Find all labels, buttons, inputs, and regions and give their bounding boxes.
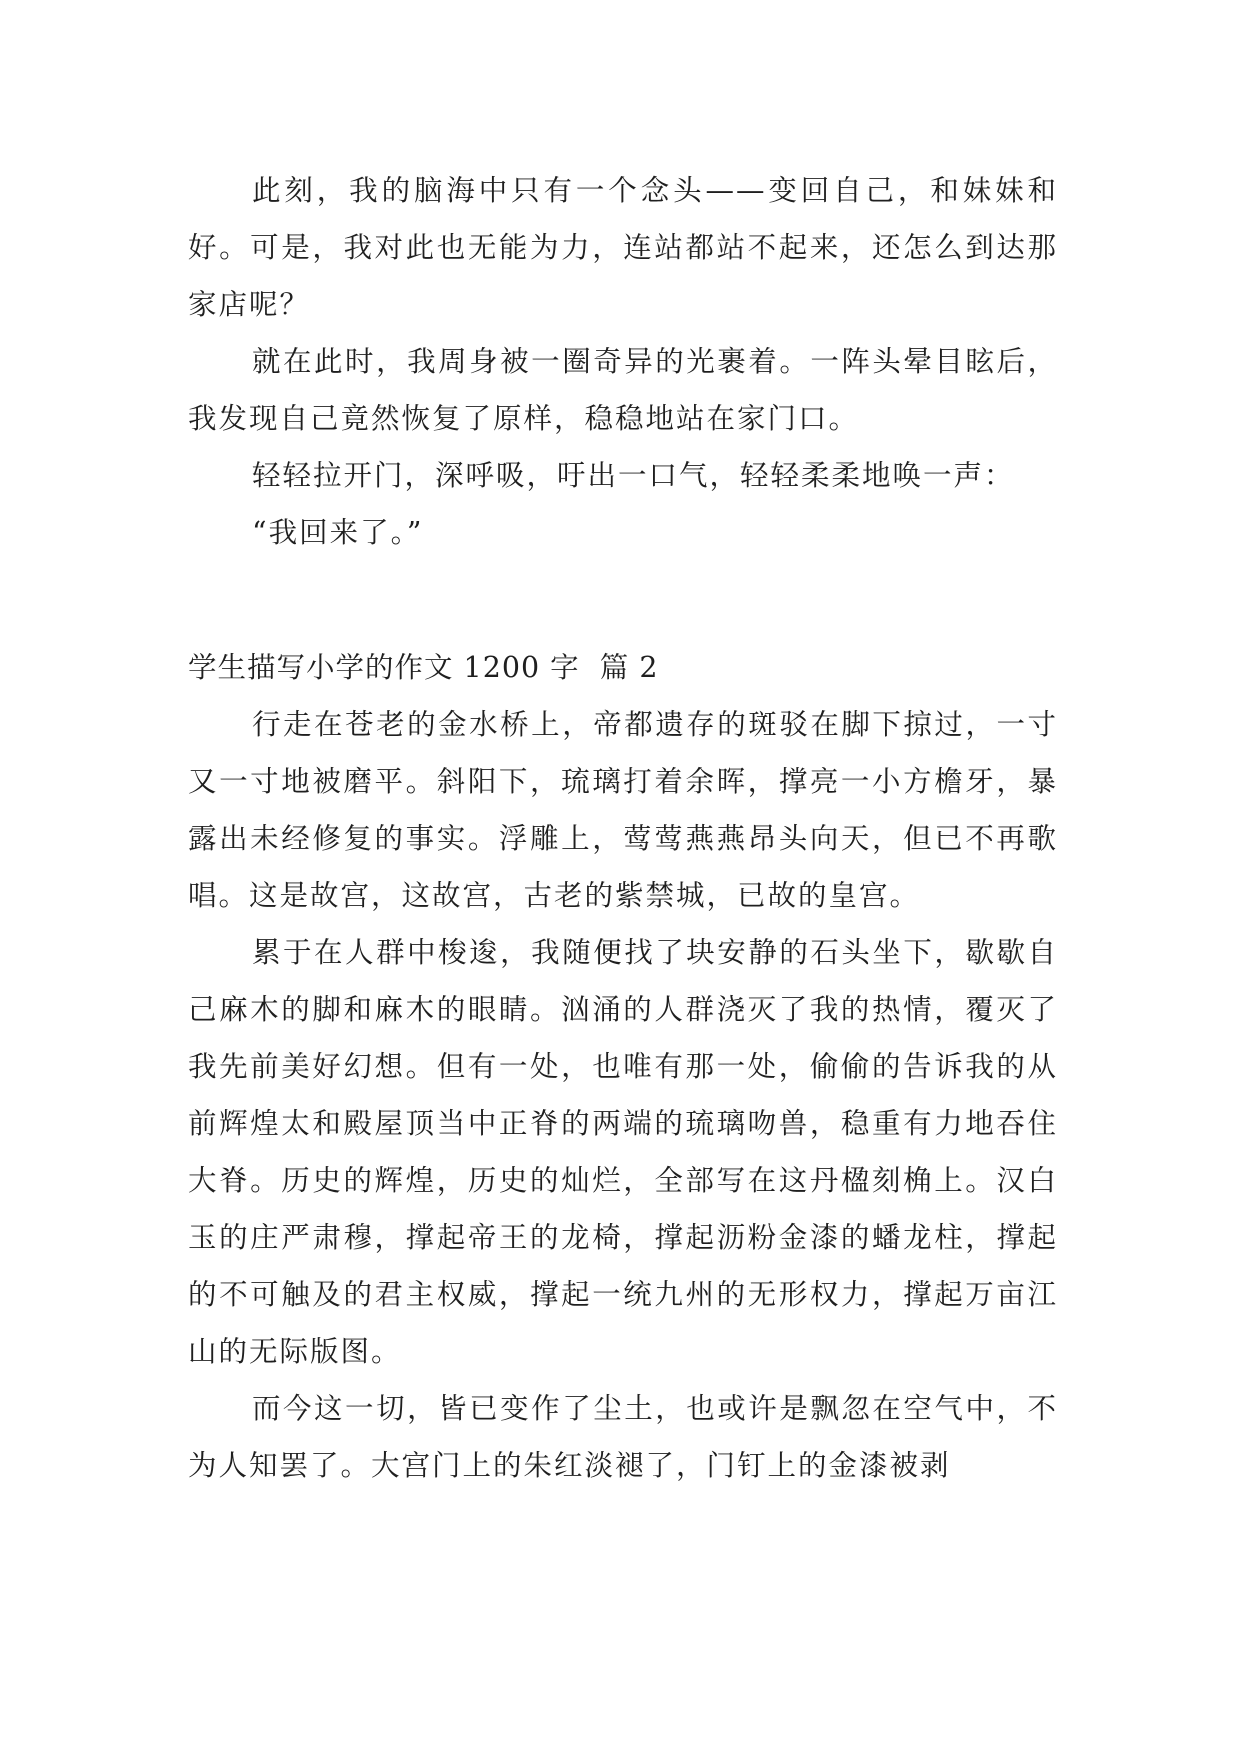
- paragraph: 累于在人群中梭逡，我随便找了块安静的石头坐下，歇歇自己麻木的脚和麻木的眼睛。汹涌的人群浇灭了我的热情，覆灭了我先前美好幻想。但有一处，也唯有那一处，偷偷的告诉我的从前辉煌太和殿屋顶当中正脊的两端的琉璃吻兽，稳重有力地吞住大脊。历史的辉煌，历史的灿烂，全部写在这丹楹刻桷上。汉白玉的庄严肃穆，撑起帝王的龙椅，撑起沥粉金漆的蟠龙柱，撑起的不可触及的君主权威，撑起一统九州的无形权力，撑起万亩江山的无际版图。: [188, 936, 1058, 1368]
- section-heading: 学生描写小学的作文 1200 字 篇 2: [188, 651, 659, 684]
- paragraph: “我回来了。”: [252, 516, 424, 549]
- document-body: [188, 162, 1058, 1494]
- paragraph: 就在此时，我周身被一圈奇异的光裹着。一阵头晕目眩后，我发现自己竟然恢复了原样，稳稳地站在家门口。: [188, 345, 1058, 435]
- paragraph: 而今这一切，皆已变作了尘土，也或许是飘忽在空气中，不为人知罢了。大宫门上的朱红淡褪了，门钉上的金漆被剥: [188, 1392, 1058, 1482]
- paragraph: 轻轻拉开门，深呼吸，吁出一口气，轻轻柔柔地唤一声：: [252, 459, 1015, 492]
- paragraph: 行走在苍老的金水桥上，帝都遗存的斑驳在脚下掠过，一寸又一寸地被磨平。斜阳下，琉璃打着余晖，撑亮一小方檐牙，暴露出未经修复的事实。浮雕上，莺莺燕燕昂头向天，但已不再歌唱。这是故宫，这故宫，古老的紫禁城，已故的皇宫。: [188, 708, 1058, 912]
- paragraph: 此刻，我的脑海中只有一个念头——变回自己，和妹妹和好。可是，我对此也无能为力，连站都站不起来，还怎么到达那家店呢？: [188, 174, 1058, 321]
